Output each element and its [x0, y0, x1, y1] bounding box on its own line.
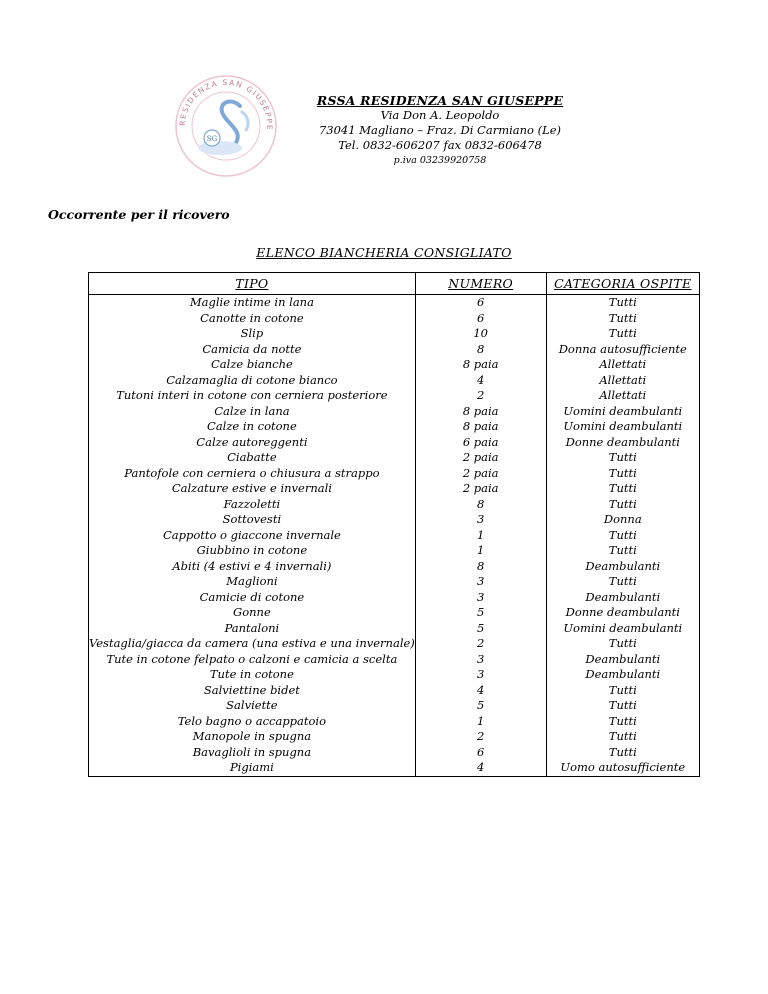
table-row	[89, 683, 700, 699]
cell-categoria: Tutti	[546, 636, 699, 652]
cell-numero: 5	[415, 698, 546, 714]
table-row	[89, 450, 700, 466]
cell-categoria: Tutti	[546, 714, 699, 730]
cell-numero: 6	[415, 295, 546, 311]
cell-categoria: Tutti	[546, 497, 699, 513]
residence-logo	[172, 72, 280, 180]
cell-tipo: Calzamaglia di cotone bianco	[89, 373, 416, 389]
cell-numero: 5	[415, 621, 546, 637]
cell-numero: 1	[415, 543, 546, 559]
column-header-numero: NUMERO	[415, 273, 546, 295]
cell-categoria: Uomini deambulanti	[546, 419, 699, 435]
cell-numero: 8	[415, 342, 546, 358]
table-row	[89, 698, 700, 714]
table-row	[89, 311, 700, 327]
cell-tipo: Fazzoletti	[89, 497, 416, 513]
cell-numero: 4	[415, 760, 546, 776]
cell-categoria: Donne deambulanti	[546, 605, 699, 621]
cell-tipo: Calze in cotone	[89, 419, 416, 435]
cell-tipo: Calze autoreggenti	[89, 435, 416, 451]
cell-tipo: Giubbino in cotone	[89, 543, 416, 559]
cell-categoria: Allettati	[546, 357, 699, 373]
cell-tipo: Tute in cotone felpato o calzoni e camicia a scelta	[89, 652, 416, 668]
table-row	[89, 481, 700, 497]
cell-numero: 4	[415, 683, 546, 699]
cell-numero: 2	[415, 729, 546, 745]
cell-tipo: Pantofole con cerniera o chiusura a strappo	[89, 466, 416, 482]
cell-tipo: Maglioni	[89, 574, 416, 590]
cell-categoria: Tutti	[546, 481, 699, 497]
cell-numero: 2	[415, 388, 546, 404]
cell-numero: 3	[415, 590, 546, 606]
table-row	[89, 760, 700, 776]
cell-numero: 2 paia	[415, 481, 546, 497]
cell-categoria: Donna autosufficiente	[546, 342, 699, 358]
cell-categoria: Tutti	[546, 295, 699, 311]
cell-numero: 6	[415, 745, 546, 761]
cell-categoria: Tutti	[546, 466, 699, 482]
table-row	[89, 388, 700, 404]
cell-tipo: Vestaglia/giacca da camera (una estiva e una invernale)	[89, 636, 415, 650]
cell-categoria: Tutti	[546, 683, 699, 699]
cell-numero: 10	[415, 326, 546, 342]
cell-numero: 3	[415, 652, 546, 668]
cell-tipo: Pantaloni	[89, 621, 416, 637]
table-row	[89, 729, 700, 745]
cell-categoria: Tutti	[546, 574, 699, 590]
table-row	[89, 528, 700, 544]
cell-categoria: Tutti	[546, 745, 699, 761]
table-row	[89, 512, 700, 528]
cell-categoria: Tutti	[546, 326, 699, 342]
table-row	[89, 714, 700, 730]
cell-tipo: Bavaglioli in spugna	[89, 745, 416, 761]
cell-categoria: Tutti	[546, 698, 699, 714]
cell-tipo: Cappotto o giaccone invernale	[89, 528, 416, 544]
cell-tipo: Ciabatte	[89, 450, 416, 466]
cell-categoria: Uomini deambulanti	[546, 404, 699, 420]
table-row	[89, 590, 700, 606]
cell-tipo: Salviette	[89, 698, 416, 714]
column-header-categoria: CATEGORIA OSPITE	[546, 273, 699, 295]
table-row	[89, 652, 700, 668]
vat-number: p.iva 03239920758	[393, 155, 487, 166]
cell-tipo: Abiti (4 estivi e 4 invernali)	[89, 559, 416, 575]
logo-initials: SG	[206, 135, 218, 143]
cell-tipo: Calze bianche	[89, 357, 416, 373]
address-city: 73041 Magliano – Fraz. Di Carmiano (Le)	[318, 123, 562, 137]
cell-numero: 8 paia	[415, 419, 546, 435]
table-row	[89, 667, 700, 683]
cell-tipo: Canotte in cotone	[89, 311, 416, 327]
table-row	[89, 574, 700, 590]
address-street: Via Don A. Leopoldo	[380, 108, 500, 122]
cell-numero: 6	[415, 311, 546, 327]
cell-tipo: Telo bagno o accappatoio	[89, 714, 416, 730]
cell-numero: 3	[415, 667, 546, 683]
linen-table	[88, 272, 700, 777]
cell-numero: 2	[415, 636, 546, 652]
table-row	[89, 497, 700, 513]
table-row	[89, 326, 700, 342]
cell-tipo: Slip	[89, 326, 416, 342]
cell-numero: 8 paia	[415, 357, 546, 373]
table-row	[89, 342, 700, 358]
cell-tipo: Tute in cotone	[89, 667, 416, 683]
cell-categoria: Tutti	[546, 450, 699, 466]
cell-numero: 1	[415, 714, 546, 730]
cell-tipo: Calzature estive e invernali	[89, 481, 416, 497]
table-row	[89, 357, 700, 373]
table-row	[89, 605, 700, 621]
list-title: ELENCO BIANCHERIA CONSIGLIATO	[256, 245, 512, 260]
cell-categoria: Deambulanti	[546, 667, 699, 683]
cell-numero: 8	[415, 497, 546, 513]
cell-categoria: Deambulanti	[546, 590, 699, 606]
cell-categoria: Donna	[546, 512, 699, 528]
cell-tipo: Tutoni interi in cotone con cerniera posteriore	[89, 388, 416, 404]
cell-numero: 2 paia	[415, 466, 546, 482]
cell-categoria: Allettati	[546, 373, 699, 389]
table-row	[89, 543, 700, 559]
table-row	[89, 295, 700, 311]
cell-categoria: Uomini deambulanti	[546, 621, 699, 637]
cell-categoria: Tutti	[546, 311, 699, 327]
cell-numero: 2 paia	[415, 450, 546, 466]
table-row	[89, 466, 700, 482]
cell-tipo: Camicia da notte	[89, 342, 416, 358]
cell-tipo: Pigiami	[89, 760, 416, 776]
cell-numero: 1	[415, 528, 546, 544]
org-name: RSSA RESIDENZA SAN GIUSEPPE	[316, 93, 564, 108]
cell-tipo: Manopole in spugna	[89, 729, 416, 745]
phone-fax: Tel. 0832-606207 fax 0832-606478	[338, 138, 542, 152]
letterhead	[300, 93, 580, 168]
cell-tipo: Maglie intime in lana	[89, 295, 416, 311]
table-header-row	[89, 273, 700, 295]
table-row	[89, 621, 700, 637]
cell-categoria: Donne deambulanti	[546, 435, 699, 451]
table-row	[89, 435, 700, 451]
cell-numero: 3	[415, 574, 546, 590]
cell-categoria: Deambulanti	[546, 559, 699, 575]
cell-tipo: Camicie di cotone	[89, 590, 416, 606]
table-row	[89, 745, 700, 761]
cell-categoria: Uomo autosufficiente	[546, 760, 699, 776]
cell-categoria: Tutti	[546, 729, 699, 745]
table-row	[89, 559, 700, 575]
cell-numero: 5	[415, 605, 546, 621]
cell-numero: 4	[415, 373, 546, 389]
cell-numero: 3	[415, 512, 546, 528]
table-row	[89, 404, 700, 420]
cell-categoria: Tutti	[546, 543, 699, 559]
column-header-tipo: TIPO	[89, 273, 416, 295]
cell-categoria: Tutti	[546, 528, 699, 544]
cell-categoria: Deambulanti	[546, 652, 699, 668]
cell-numero: 8 paia	[415, 404, 546, 420]
cell-numero: 8	[415, 559, 546, 575]
logo-ring-text: RESIDENZA SAN GIUSEPPE	[177, 77, 275, 132]
cell-categoria: Allettati	[546, 388, 699, 404]
table-row	[89, 373, 700, 389]
table-row	[89, 419, 700, 435]
cell-tipo: Calze in lana	[89, 404, 416, 420]
cell-numero: 6 paia	[415, 435, 546, 451]
section-heading: Occorrente per il ricovero	[48, 207, 230, 222]
cell-tipo: Gonne	[89, 605, 416, 621]
cell-tipo: Sottovesti	[89, 512, 416, 528]
table-row	[89, 636, 700, 652]
cell-tipo: Salviettine bidet	[89, 683, 416, 699]
